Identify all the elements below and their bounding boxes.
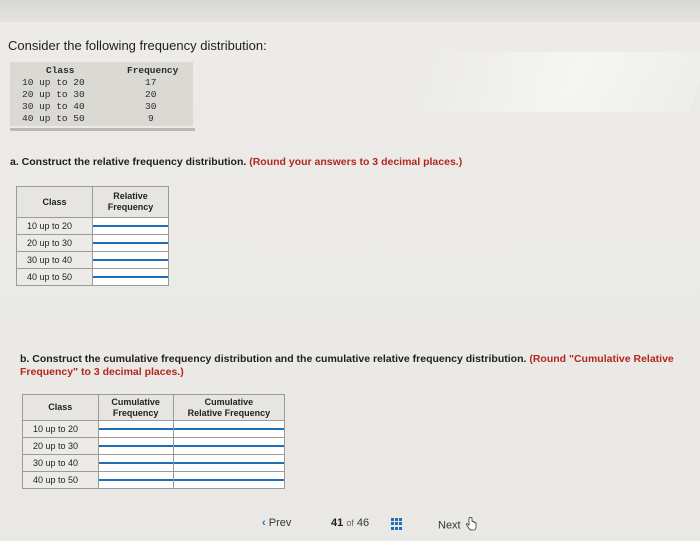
next-label: Next (438, 519, 461, 532)
part-b-rounding-note-1: (Round "Cumulative Relative (529, 353, 674, 365)
cf-class-3: 30 up to 40 (23, 455, 99, 472)
rf-class-4: 40 up to 50 (17, 269, 93, 286)
hand-pointer-icon (464, 517, 478, 534)
cf-header-cumulative-frequency (98, 395, 173, 421)
cf-header-crf-line1: Cumulative (204, 396, 254, 407)
rf-input-1-field[interactable] (93, 225, 168, 227)
next-button[interactable] (438, 517, 478, 534)
given-class-3: 30 up to 40 (22, 101, 85, 112)
given-frequency-1: 17 (145, 77, 157, 88)
rf-class-3: 30 up to 40 (17, 252, 93, 269)
cf-input-1[interactable] (98, 421, 173, 438)
cf-input-1-field[interactable] (99, 428, 173, 430)
part-a-rounding-note: (Round your answers to 3 decimal places.) (249, 156, 463, 168)
crf-input-3-field[interactable] (174, 462, 284, 464)
rf-header-relative-frequency (93, 187, 169, 218)
cf-class-1: 10 up to 20 (23, 421, 99, 438)
current-page: 41 (331, 517, 344, 529)
cf-input-4-field[interactable] (99, 479, 173, 481)
relative-frequency-table (16, 186, 169, 286)
cf-class-2: 20 up to 30 (23, 438, 99, 455)
page-counter (331, 517, 369, 529)
given-frequency-2: 20 (145, 89, 157, 100)
cf-header-cf-line2: Frequency (112, 407, 159, 418)
given-class-4: 40 up to 50 (22, 113, 85, 124)
given-header-frequency: Frequency (127, 65, 179, 76)
rf-input-1[interactable] (93, 218, 169, 235)
part-b-rounding-note-2: Frequency" to 3 decimal places.) (20, 366, 184, 378)
cf-class-4: 40 up to 50 (23, 472, 99, 489)
given-header-class: Class (46, 65, 75, 76)
top-strip (0, 0, 700, 22)
crf-input-2[interactable] (173, 438, 284, 455)
rf-header-line2: Frequency (107, 202, 154, 212)
given-class-2: 20 up to 30 (22, 89, 85, 100)
part-b-lead: b. Construct the cumulative frequency distribution and the cumulative relative frequency distribution. (20, 353, 527, 365)
cf-header-crf-line2: Relative Frequency (187, 407, 271, 418)
chevron-left-icon: ‹ (262, 517, 266, 529)
cumulative-frequency-table (22, 394, 285, 489)
cf-input-3[interactable] (98, 455, 173, 472)
part-a-lead: a. Construct the relative frequency distribution. (10, 156, 247, 168)
rf-input-3-field[interactable] (93, 259, 168, 261)
cf-input-2[interactable] (98, 438, 173, 455)
crf-input-4-field[interactable] (174, 479, 284, 481)
rf-input-3[interactable] (93, 252, 169, 269)
cf-input-3-field[interactable] (99, 462, 173, 464)
prev-label: Prev (268, 517, 292, 529)
cf-input-2-field[interactable] (99, 445, 173, 447)
question-title: Consider the following frequency distribution: (8, 38, 267, 53)
rf-class-1: 10 up to 20 (17, 218, 93, 235)
given-table-divider (10, 128, 195, 131)
given-class-1: 10 up to 20 (22, 77, 85, 88)
rf-input-2[interactable] (93, 235, 169, 252)
rf-header-class: Class (17, 187, 93, 218)
rf-class-2: 20 up to 30 (17, 235, 93, 252)
rf-input-4-field[interactable] (93, 276, 168, 278)
of-label: of (346, 518, 354, 528)
given-frequency-4: 9 (148, 113, 154, 124)
cf-header-cumulative-relative-frequency (173, 395, 284, 421)
rf-header-line1: Relative (113, 191, 148, 201)
part-a-instruction (10, 156, 462, 169)
cf-input-4[interactable] (98, 472, 173, 489)
crf-input-4[interactable] (173, 472, 284, 489)
cf-header-cf-line1: Cumulative (111, 396, 160, 407)
prev-button[interactable] (262, 517, 291, 529)
rf-input-4[interactable] (93, 269, 169, 286)
grid-icon[interactable] (391, 518, 403, 530)
given-frequency-3: 30 (145, 101, 157, 112)
cf-header-class: Class (23, 395, 99, 421)
screen-glare (409, 52, 700, 112)
crf-input-1[interactable] (173, 421, 284, 438)
total-pages: 46 (356, 517, 370, 529)
crf-input-1-field[interactable] (174, 428, 284, 430)
crf-input-2-field[interactable] (174, 445, 284, 447)
part-b-instruction (20, 353, 700, 379)
rf-input-2-field[interactable] (93, 242, 168, 244)
crf-input-3[interactable] (173, 455, 284, 472)
